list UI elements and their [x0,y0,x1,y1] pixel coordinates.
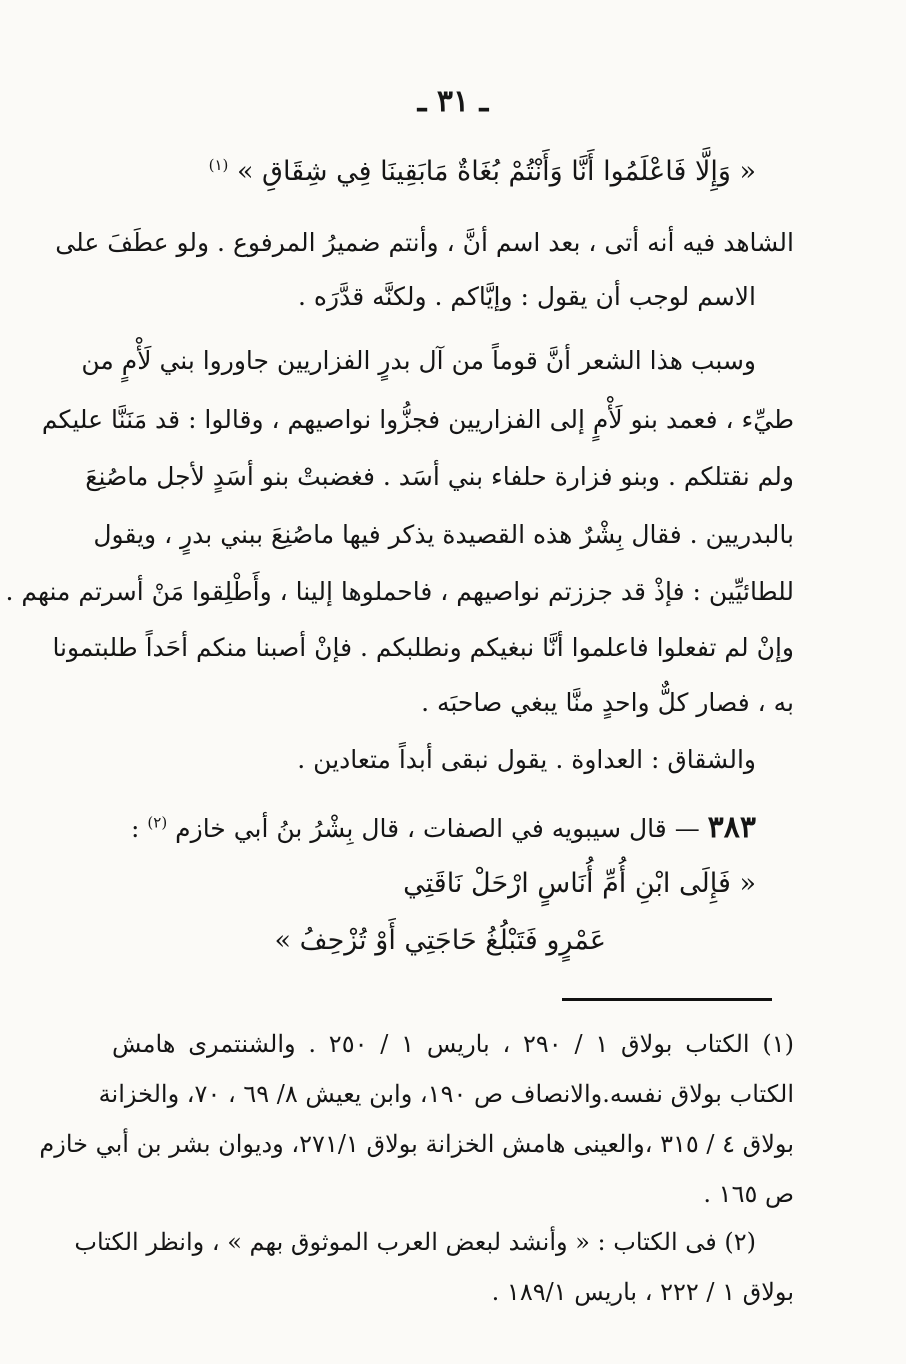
footnote-2-line-2: بولاق ١ / ٢٢٢ ، باريس ١٨٩/١ . [491,1278,794,1306]
page-number-header: ـ ٣١ ـ [417,84,489,119]
footnote-1-line-4: ص ١٦٥ . [703,1180,794,1208]
paragraph-line-10: والشقاق : العداوة . يقول نبقى أبداً متعادين . [297,745,756,774]
paragraph-line-5: ولم نقتلكم . وبنو فزارة حلفاء بني أسَد . فغضبتْ بنو أسَدٍ لأجل ماصُنِعَ [85,462,794,491]
footnote-1-line-3: بولاق ٤ / ٣١٥ ،والعينى هامش الخزانة بولاق ٢٧١/١، وديوان بشر بن أبي خازم [39,1130,794,1158]
footnote-2-line-1: (٢) فى الكتاب : « وأنشد لبعض العرب الموثوق بهم » ، وانظر الكتاب [74,1228,756,1256]
entry-383-text: — قال سيبويه في الصفات ، قال بِشْرُ بنُ أبي خازم [175,814,700,843]
footnote-1-line-1: (١) الكتاب بولاق ١ / ٢٩٠ ، باريس ١ / ٢٥٠ . والشنتمرى هامش [112,1030,795,1058]
paragraph-line-9: به ، فصار كلٌّ واحدٍ منَّا يبغي صاحبَه . [421,688,794,717]
paragraph-line-8: وإنْ لم تفعلوا فاعلموا أنَّا نبغيكم ونطلبكم . فإنْ أصبنا منكم أحَداً طلبتمونا [52,633,794,662]
footnote-separator [562,998,772,1001]
paragraph-line-6: بالبدريين . فقال بِشْرٌ هذه القصيدة يذكر فيها ماصُنِعَ ببني بدرٍ ، ويقول [93,520,794,549]
entry-383-line [112,810,756,845]
paragraph-line-3: وسبب هذا الشعر أنَّ قوماً من آل بدرٍ الفزاريين جاوروا بني لَأْمٍ من [81,346,756,375]
verse-line-2b: عَمْرٍو فَتَبْلُغُ حَاجَتِي أَوْ تُزْحِفُ » [274,925,606,956]
verse-1-text: « وَإِلَّا فَاعْلَمُوا أَنَّا وَأَنْتُمْ بُغَاةٌ مَابَقِينَا فِي شِقَاقِ » [236,156,756,187]
footnote-1-line-2: الكتاب بولاق نفسه.والانصاف ص ١٩٠، وابن يعيش ٨/ ٦٩ ، ٧٠، والخزانة [98,1080,794,1108]
footnote-ref-2: (٢) [147,813,168,832]
entry-number: ٣٨٣ [707,810,756,845]
footnote-ref-1: (١) [208,156,229,174]
paragraph-line-2: الاسم لوجب أن يقول : وإيَّاكم . ولكنَّه قدَّرَه . [298,282,756,311]
verse-line-2a: « فَإِلَى ابْنِ أُمِّ أُنَاسٍ ارْحَلْ نَاقَتِي [403,868,756,899]
verse-line-1 [110,156,756,187]
paragraph-line-1: الشاهد فيه أنه أتى ، بعد اسم أنَّ ، وأنتم ضميرُ المرفوع . ولو عطَفَ على [55,228,794,257]
entry-383-colon: : [131,814,140,843]
paragraph-line-7: للطائيِّين : فإذْ قد جززتم نواصيهم ، فاحملوها إلينا ، وأَطْلِقوا مَنْ أسرتم منهم . [5,577,794,606]
paragraph-line-4: طيِّء ، فعمد بنو لَأْمٍ إلى الفزاريين فجزُّوا نواصيهم ، وقالوا : قد مَنَنَّا عليكم [41,405,794,434]
